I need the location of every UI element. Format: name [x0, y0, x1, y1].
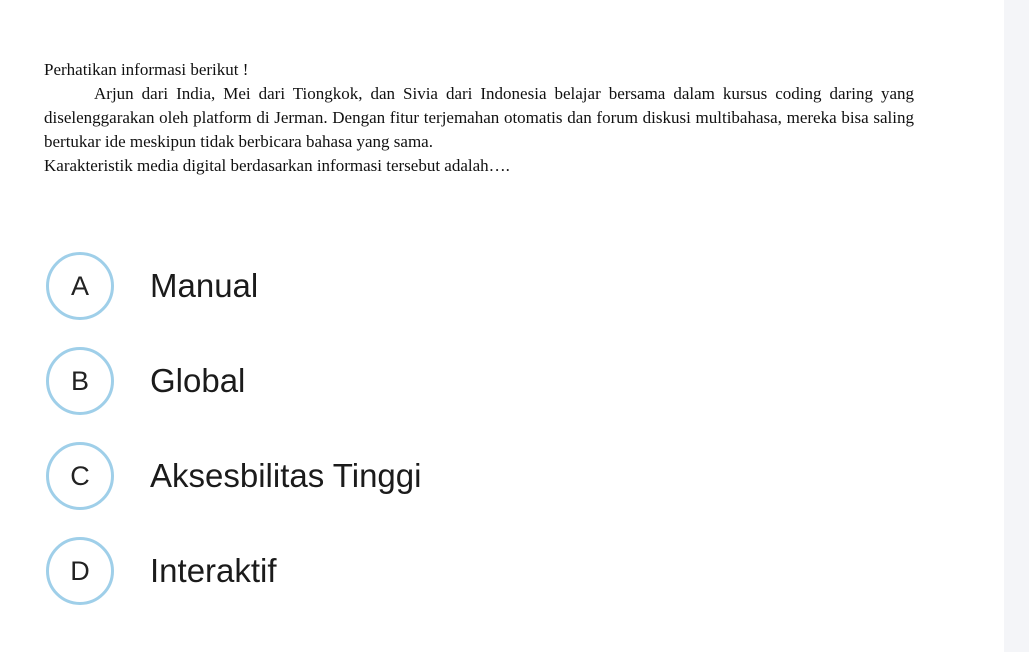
answer-options	[46, 252, 946, 632]
option-c[interactable]	[46, 442, 946, 510]
question-intro: Perhatikan informasi berikut !	[44, 60, 249, 79]
option-b[interactable]	[46, 347, 946, 415]
option-a-letter: A	[46, 252, 114, 320]
option-b-letter: B	[46, 347, 114, 415]
option-c-text: Aksesbilitas Tinggi	[150, 457, 422, 494]
question-body: Arjun dari India, Mei dari Tiongkok, dan Sivia dari Indonesia belajar bersama dalam kursus coding daring yang diselenggarakan oleh platform di Jerman. Dengan fitur terjemahan otomatis dan forum diskusi multibahasa, mereka bisa saling bertukar ide meskipun tidak berbicara bahasa yang sama.	[44, 84, 914, 151]
option-a-text: Manual	[150, 267, 259, 304]
option-d[interactable]	[46, 537, 946, 605]
question-prompt: Karakteristik media digital berdasarkan informasi tersebut adalah….	[44, 156, 510, 175]
option-d-text: Interaktif	[150, 552, 277, 589]
option-a[interactable]	[46, 252, 946, 320]
option-c-letter: C	[46, 442, 114, 510]
option-d-letter: D	[46, 537, 114, 605]
option-b-text: Global	[150, 362, 246, 399]
right-gutter	[1004, 0, 1029, 652]
question-block	[44, 58, 914, 178]
